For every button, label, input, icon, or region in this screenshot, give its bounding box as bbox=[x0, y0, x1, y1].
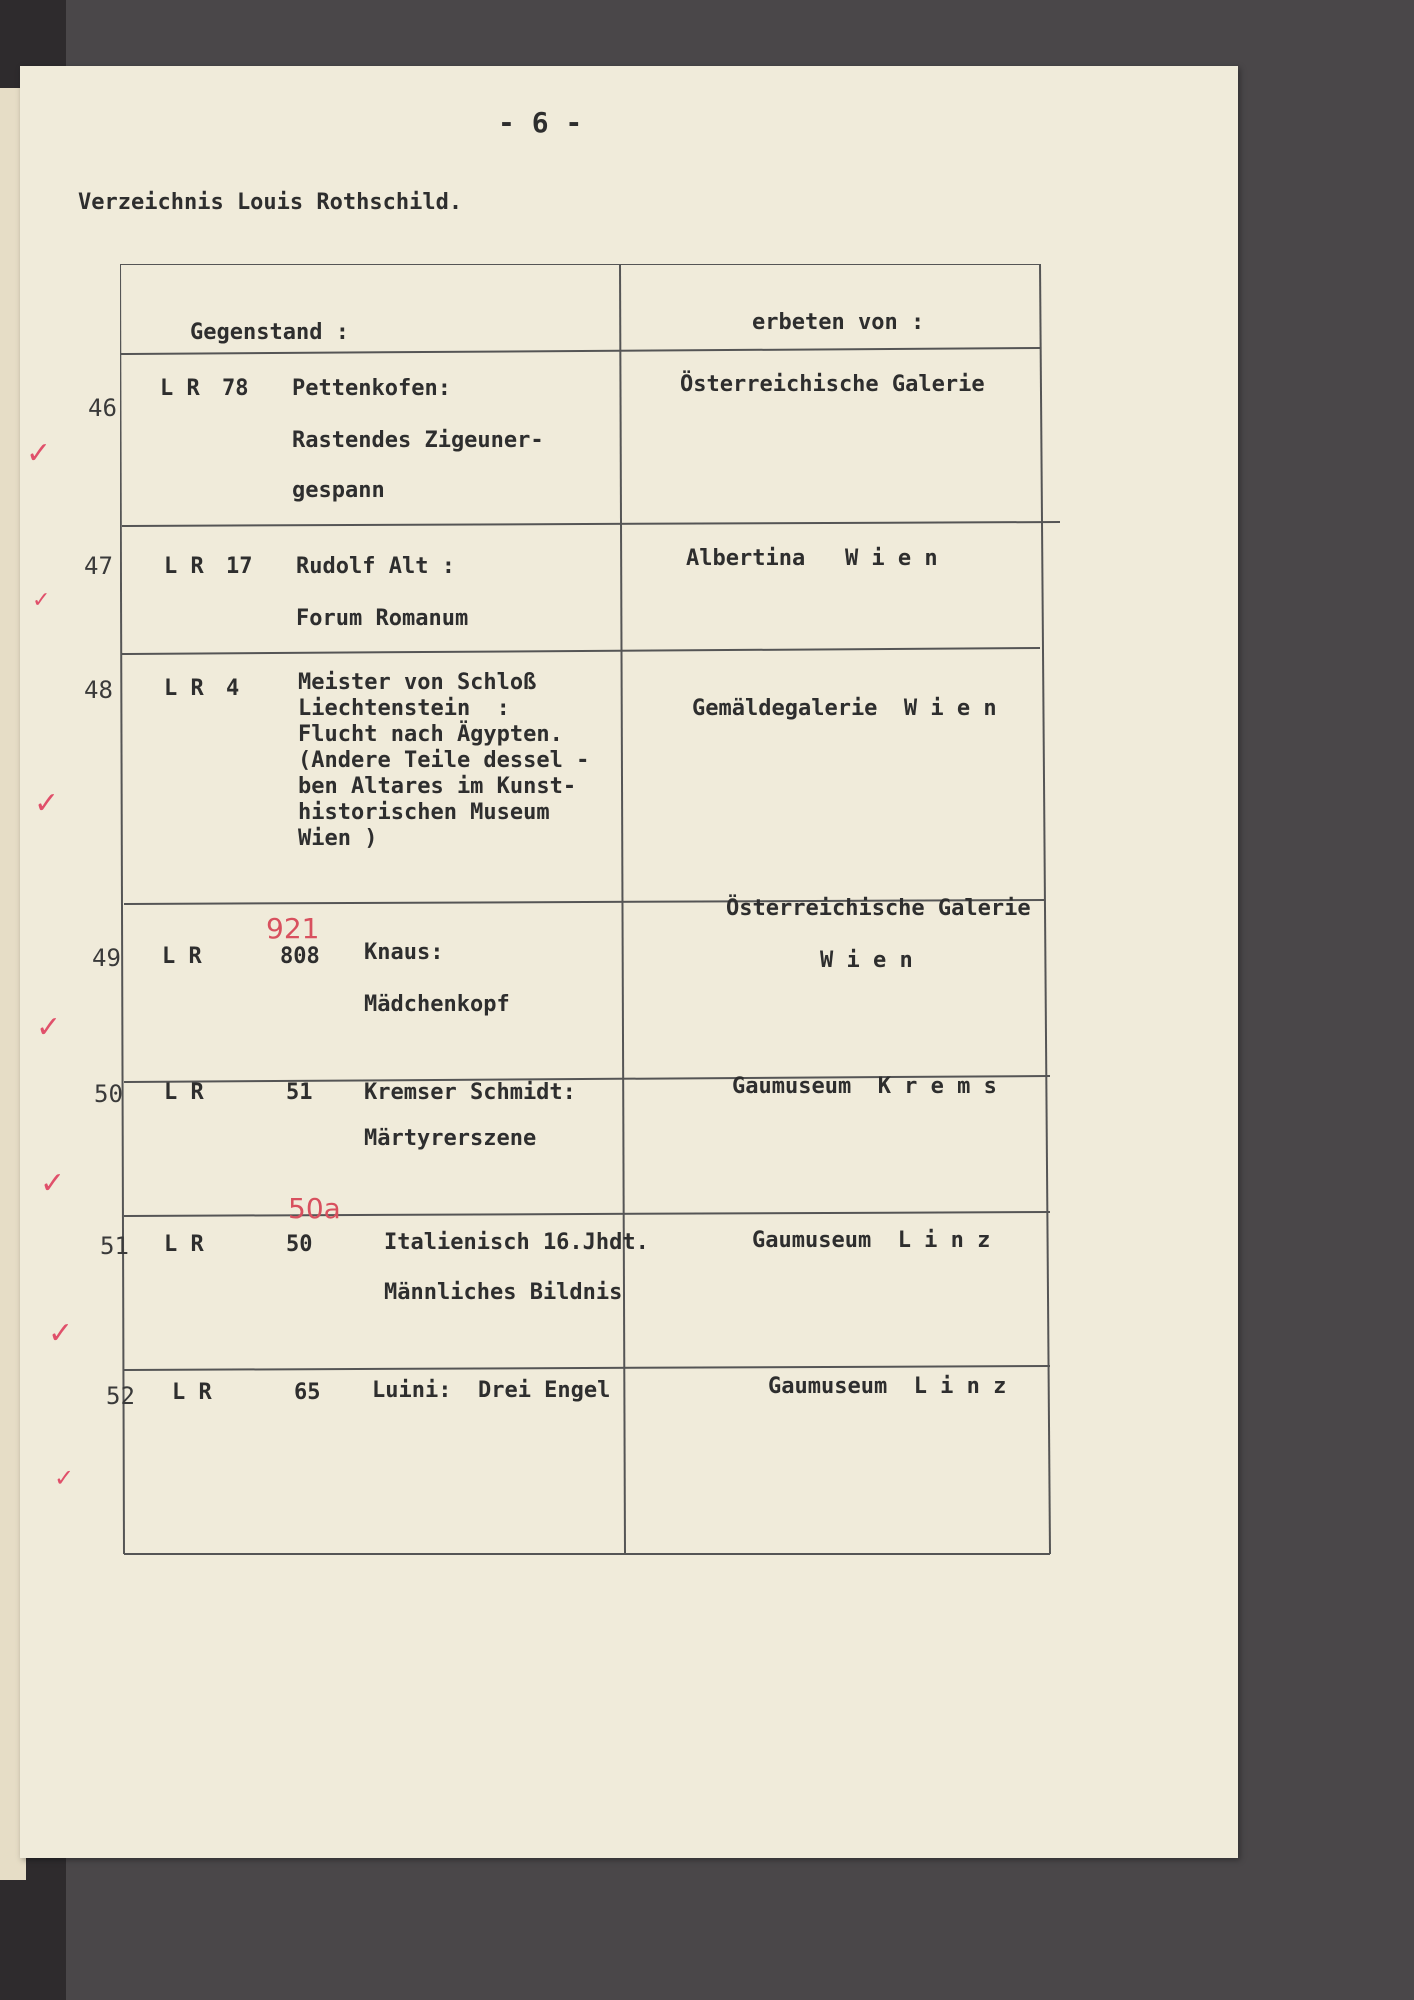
row-number: 49 bbox=[92, 944, 121, 972]
row-number: 48 bbox=[84, 676, 113, 704]
requested-by: Gaumuseum L i n z bbox=[752, 1228, 991, 1253]
item-line: Forum Romanum bbox=[296, 606, 469, 631]
item-inventory-number: 65 bbox=[294, 1380, 321, 1405]
row-number: 51 bbox=[100, 1232, 129, 1260]
inventory-table bbox=[84, 264, 1170, 1564]
requested-by: Gaumuseum L i n z bbox=[768, 1374, 1007, 1399]
item-line: Mädchenkopf bbox=[364, 992, 510, 1017]
inventory-correction: 921 bbox=[266, 912, 320, 945]
document-title: Verzeichnis Louis Rothschild. bbox=[78, 190, 463, 215]
item-line: Pettenkofen: bbox=[292, 376, 451, 401]
item-line: Italienisch 16.Jhdt. bbox=[384, 1230, 649, 1255]
requested-by: Albertina W i e n bbox=[686, 546, 938, 571]
item-line: Märtyrerszene bbox=[364, 1126, 537, 1151]
header-requested-by: erbeten von : bbox=[752, 310, 925, 335]
item-line: Wien ) bbox=[298, 826, 378, 851]
item-line: historischen Museum bbox=[298, 800, 550, 825]
item-line: ben Altares im Kunst- bbox=[298, 774, 577, 799]
item-code: L R bbox=[164, 676, 204, 701]
check-mark-icon: ✓ bbox=[48, 1316, 74, 1351]
item-inventory-number: 808 bbox=[280, 944, 320, 969]
header-item: Gegenstand : bbox=[190, 320, 349, 345]
item-line: Flucht nach Ägypten. bbox=[298, 722, 563, 747]
inventory-correction: 50a bbox=[288, 1192, 341, 1225]
item-inventory-number: 78 bbox=[222, 376, 249, 401]
check-mark-icon: ✓ bbox=[36, 1010, 62, 1045]
requested-by: Gemäldegalerie W i e n bbox=[692, 696, 997, 721]
item-code: L R bbox=[164, 554, 204, 579]
item-line: Rastendes Zigeuner- bbox=[292, 428, 544, 453]
check-mark-icon: ✓ bbox=[40, 1166, 66, 1201]
requested-by: Österreichische Galerie bbox=[726, 896, 1031, 921]
item-line: (Andere Teile dessel - bbox=[298, 748, 590, 773]
check-mark-icon: ✓ bbox=[34, 786, 60, 821]
requested-by: Gaumuseum K r e m s bbox=[732, 1074, 997, 1099]
item-line: Meister von Schloß bbox=[298, 670, 537, 695]
check-mark-icon: ✓ bbox=[26, 436, 52, 471]
item-inventory-number: 4 bbox=[226, 676, 240, 701]
check-mark-icon: ✓ bbox=[54, 1464, 75, 1492]
item-inventory-number: 51 bbox=[286, 1080, 313, 1105]
item-code: L R bbox=[160, 376, 200, 401]
item-inventory-number: 50 bbox=[286, 1232, 313, 1257]
requested-by: Österreichische Galerie bbox=[680, 372, 985, 397]
item-line: Luini: Drei Engel bbox=[372, 1378, 611, 1403]
item-line: gespann bbox=[292, 478, 385, 503]
requested-by: W i e n bbox=[820, 948, 913, 973]
item-line: Rudolf Alt : bbox=[296, 554, 455, 579]
row-number: 52 bbox=[106, 1382, 135, 1410]
document-page bbox=[20, 66, 1238, 1858]
item-inventory-number: 17 bbox=[226, 554, 253, 579]
check-mark-icon: ✓ bbox=[32, 588, 51, 613]
item-code: L R bbox=[164, 1232, 204, 1257]
page-number: - 6 - bbox=[498, 106, 583, 139]
item-line: Männliches Bildnis bbox=[384, 1280, 623, 1305]
item-line: Knaus: bbox=[364, 940, 444, 965]
row-number: 47 bbox=[84, 552, 113, 580]
item-code: L R bbox=[162, 944, 202, 969]
item-line: Kremser Schmidt: bbox=[364, 1080, 576, 1105]
item-code: L R bbox=[164, 1080, 204, 1105]
row-number: 50 bbox=[94, 1080, 123, 1108]
item-code: L R bbox=[172, 1380, 212, 1405]
item-line: Liechtenstein : bbox=[298, 696, 510, 721]
row-number: 46 bbox=[88, 394, 117, 422]
